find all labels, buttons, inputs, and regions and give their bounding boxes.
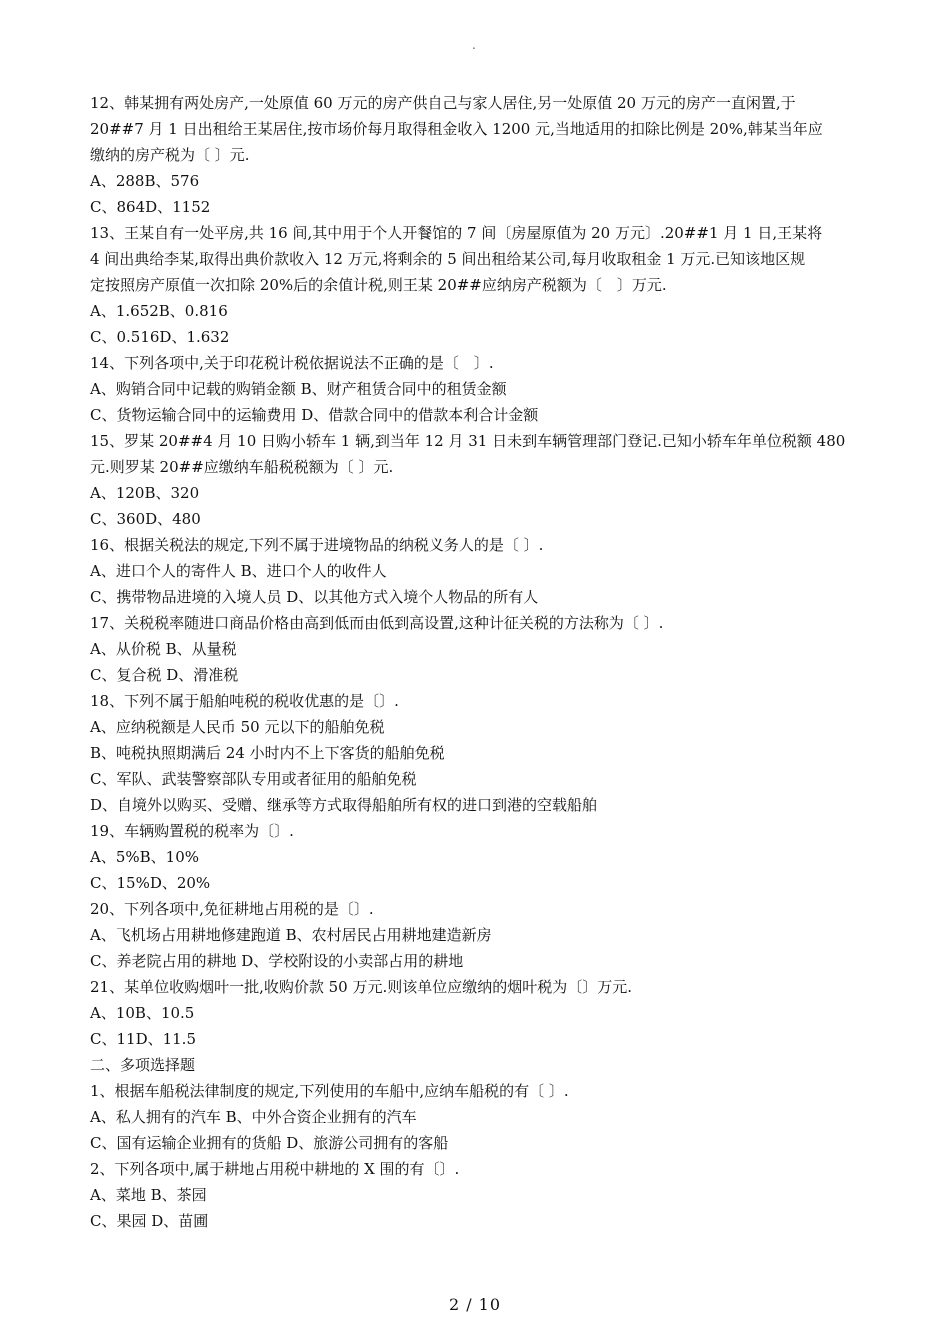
text-line: C、养老院占用的耕地 D、学校附设的小卖部占用的耕地: [90, 952, 464, 970]
text-line: A、购销合同中记载的购销金额 B、财产租赁合同中的租赁金额: [90, 380, 507, 398]
text-line: 13、王某自有一处平房,共 16 间,其中用于个人开餐馆的 7 间〔房屋原值为 20 万元〕.20##1 月 1 日,王某将: [90, 224, 823, 242]
text-line: 4 间出典给李某,取得出典价款收入 12 万元,将剩余的 5 间出租给某公司,每月收取租金 1 万元.已知该地区规: [90, 250, 806, 268]
document-body: [90, 90, 865, 1234]
text-line: B、吨税执照期满后 24 小时内不上下客货的船舶免税: [90, 744, 445, 762]
text-line: A、进口个人的寄件人 B、进口个人的收件人: [90, 562, 387, 580]
text-line: 2、下列各项中,属于耕地占用税中耕地的 X 围的有〔〕.: [90, 1160, 460, 1178]
text-line: 18、下列不属于船舶吨税的税收优惠的是〔〕.: [90, 692, 399, 710]
text-line: 17、关税税率随进口商品价格由高到低而由低到高设置,这种计征关税的方法称为〔 〕.: [90, 614, 664, 632]
text-line: C、11D、11.5: [90, 1030, 196, 1048]
text-line: A、5%B、10%: [90, 848, 199, 866]
text-line: A、菜地 B、茶园: [90, 1186, 207, 1204]
text-line: A、288B、576: [90, 172, 200, 190]
text-line: 元.则罗某 20##应缴纳车船税税额为〔 〕元.: [90, 458, 394, 476]
text-line: A、私人拥有的汽车 B、中外合资企业拥有的汽车: [90, 1108, 417, 1126]
text-line: 15、罗某 20##4 月 10 日购小轿车 1 辆,到当年 12 月 31 日未到车辆管理部门登记.已知小轿车年单位税额 480: [90, 432, 846, 450]
text-line: 20##7 月 1 日出租给王某居住,按市场价每月取得租金收入 1200 元,当地适用的扣除比例是 20%,韩某当年应: [90, 120, 823, 138]
text-line: C、复合税 D、滑准税: [90, 666, 239, 684]
text-line: C、0.516D、1.632: [90, 328, 230, 346]
text-line: C、货物运输合同中的运输费用 D、借款合同中的借款本利合计金额: [90, 406, 539, 424]
text-line: 19、车辆购置税的税率为〔〕.: [90, 822, 294, 840]
text-line: 21、某单位收购烟叶一批,收购价款 50 万元.则该单位应缴纳的烟叶税为〔〕万元.: [90, 978, 633, 996]
text-line: A、从价税 B、从量税: [90, 640, 237, 658]
text-line: A、飞机场占用耕地修建跑道 B、农村居民占用耕地建造新房: [90, 926, 492, 944]
text-line: A、1.652B、0.816: [90, 302, 228, 320]
text-line: 12、韩某拥有两处房产,一处原值 60 万元的房产供自己与家人居住,另一处原值 20 万元的房产一直闲置,于: [90, 94, 796, 112]
text-line: 二、多项选择题: [90, 1056, 196, 1074]
text-line: C、军队、武装警察部队专用或者征用的船舶免税: [90, 770, 417, 788]
text-line: C、15%D、20%: [90, 874, 211, 892]
text-line: A、应纳税额是人民币 50 元以下的船舶免税: [90, 718, 385, 736]
text-line: 14、下列各项中,关于印花税计税依据说法不正确的是〔 〕.: [90, 354, 494, 372]
text-line: D、自境外以购买、受赠、继承等方式取得船舶所有权的进口到港的空载船舶: [90, 796, 598, 814]
text-line: C、864D、1152: [90, 198, 211, 216]
text-line: 缴纳的房产税为〔 〕元.: [90, 146, 250, 164]
text-line: C、360D、480: [90, 510, 201, 528]
text-line: C、果园 D、苗圃: [90, 1212, 209, 1230]
text-line: 定按照房产原值一次扣除 20%后的余值计税,则王某 20##应纳房产税额为〔 〕万元.: [90, 276, 667, 294]
text-line: 20、下列各项中,免征耕地占用税的是〔〕.: [90, 900, 374, 918]
text-line: 1、根据车船税法律制度的规定,下列使用的车船中,应纳车船税的有〔 〕.: [90, 1082, 569, 1100]
text-line: C、国有运输企业拥有的货船 D、旅游公司拥有的客船: [90, 1134, 449, 1152]
text-line: A、120B、320: [90, 484, 200, 502]
text-line: C、携带物品进境的入境人员 D、以其他方式入境个人物品的所有人: [90, 588, 539, 606]
text-line: A、10B、10.5: [90, 1004, 195, 1022]
page-number: 2 / 10: [448, 1295, 502, 1314]
header-mark: .: [472, 38, 476, 52]
text-line: 16、根据关税法的规定,下列不属于进境物品的纳税义务人的是〔 〕.: [90, 536, 544, 554]
